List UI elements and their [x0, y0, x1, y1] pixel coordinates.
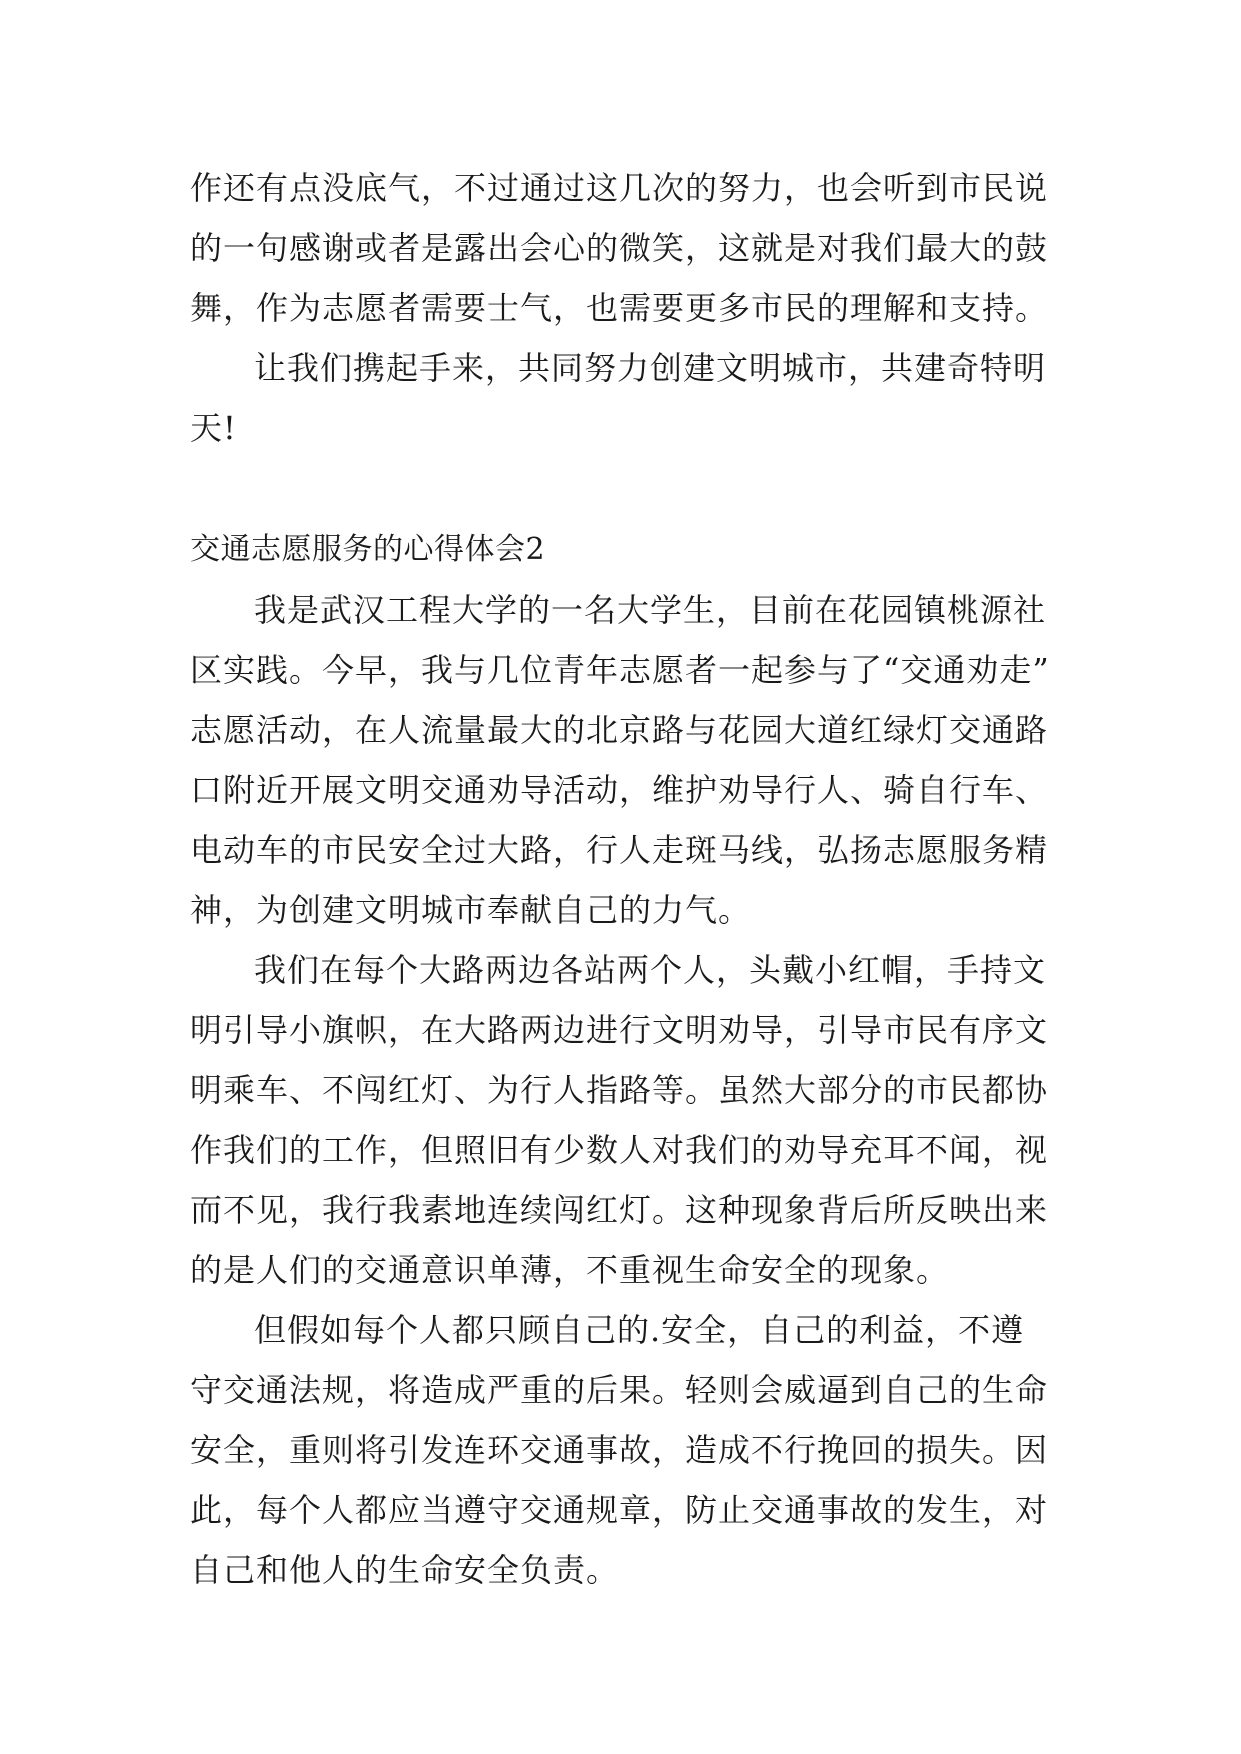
paragraph-line: 神，为创建文明城市奉献自己的力气。 — [190, 891, 752, 929]
paragraph-line: 明引导小旗帜，在大路两边进行文明劝导，引导市民有序文 — [190, 1011, 1049, 1049]
paragraph-line: 守交通法规，将造成严重的后果。轻则会威逼到自己的生命 — [190, 1371, 1049, 1409]
paragraph-line: 区实践。今早，我与几位青年志愿者一起参与了“交通劝走” — [190, 651, 1050, 689]
section-title: 交通志愿服务的心得体会2 — [190, 532, 546, 567]
paragraph-line: 此，每个人都应当遵守交通规章，防止交通事故的发生，对 — [190, 1491, 1049, 1529]
paragraph-line: 舞，作为志愿者需要士气，也需要更多市民的理解和支持。 — [190, 289, 1049, 327]
paragraph-line: 作我们的工作，但照旧有少数人对我们的劝导充耳不闻，视 — [190, 1131, 1049, 1169]
paragraph-line: 自己和他人的生命安全负责。 — [190, 1551, 620, 1589]
paragraph-1 — [190, 158, 1070, 338]
paragraph-line: 的一句感谢或者是露出会心的微笑，这就是对我们最大的鼓 — [190, 229, 1049, 267]
paragraph-line: 我们在每个大路两边各站两个人，头戴小红帽，手持文 — [254, 951, 1047, 989]
paragraph-line: 让我们携起手来，共同努力创建文明城市，共建奇特明 — [254, 349, 1047, 387]
paragraph-line: 口附近开展文明交通劝导活动，维护劝导行人、骑自行车、 — [190, 771, 1049, 809]
paragraph-5 — [190, 1300, 1070, 1600]
paragraph-3 — [190, 580, 1070, 940]
paragraph-line: 安全，重则将引发连环交通事故，造成不行挽回的损失。因 — [190, 1431, 1049, 1469]
paragraph-line: 志愿活动，在人流量最大的北京路与花园大道红绿灯交通路 — [190, 711, 1049, 749]
paragraph-line: 作还有点没底气，不过通过这几次的努力，也会听到市民说 — [190, 169, 1049, 207]
paragraph-line: 但假如每个人都只顾自己的.安全，自己的利益，不遵 — [254, 1311, 1025, 1349]
paragraph-line: 而不见，我行我素地连续闯红灯。这种现象背后所反映出来 — [190, 1191, 1049, 1229]
paragraph-line: 我是武汉工程大学的一名大学生，目前在花园镇桃源社 — [254, 591, 1047, 629]
paragraph-line: 电动车的市民安全过大路，行人走斑马线，弘扬志愿服务精 — [190, 831, 1049, 869]
paragraph-line: 的是人们的交通意识单薄，不重视生命安全的现象。 — [190, 1251, 950, 1289]
document-body — [190, 158, 1070, 1600]
paragraph-line: 明乘车、不闯红灯、为行人指路等。虽然大部分的市民都协 — [190, 1071, 1049, 1109]
paragraph-2 — [190, 338, 1070, 458]
section-spacer — [190, 458, 1070, 520]
paragraph-line: 天! — [190, 409, 237, 447]
paragraph-4 — [190, 940, 1070, 1300]
